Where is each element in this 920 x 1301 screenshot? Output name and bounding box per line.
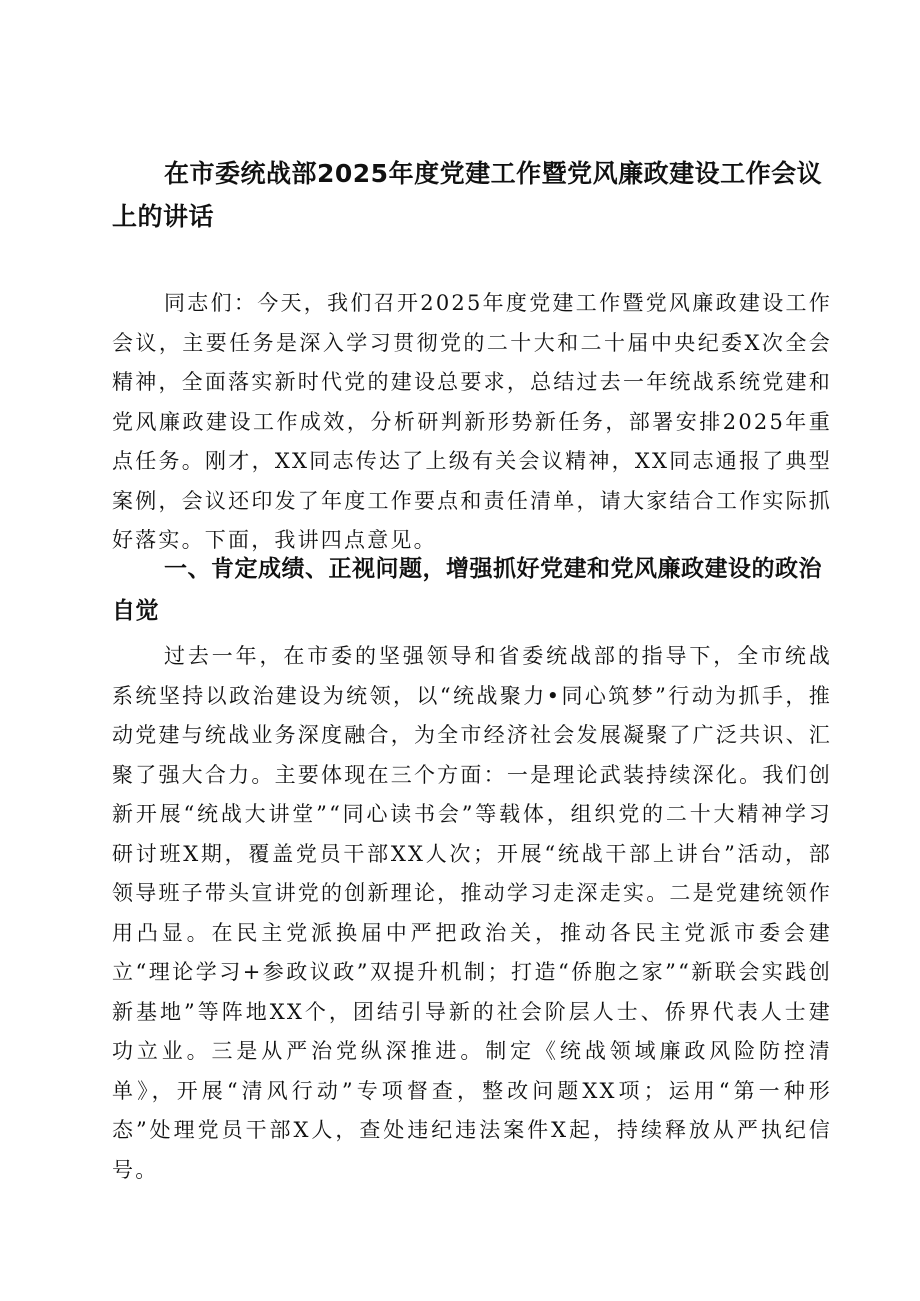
intro-paragraph: 同志们：今天，我们召开2025年度党建工作暨党风廉政建设工作会议，主要任务是深入学习贯彻党的二十大和二十届中央纪委X次全会精神，全面落实新时代党的建设总要求，总结过去一年统战系统党建和党风廉政建设工作成效，分析研判新形势新任务，部署安排2025年重点任务。刚才，XX同志传达了上级有关会议精神，XX同志通报了典型案例，会议还印发了年度工作要点和责任清单，请大家结合工作实际抓好落实。下面，我讲四点意见。: [112, 291, 832, 552]
section-heading: 一、肯定成绩、正视问题，增强抓好党建和党风廉政建设的政治自觉: [112, 556, 822, 624]
document-title: 在市委统战部2025年度党建工作暨党风廉政建设工作会议上的讲话: [112, 159, 823, 231]
section-paragraph: 过去一年，在市委的坚强领导和省委统战部的指导下，全市统战系统坚持以政治建设为统领，以“统战聚力•同心筑梦”行动为抓手，推动党建与统战业务深度融合，为全市经济社会发展凝聚了广泛共识、汇聚了强大合力。主要体现在三个方面：一是理论武装持续深化。我们创新开展“统战大讲堂”“同心读书会”等载体，组织党的二十大精神学习研讨班X期，覆盖党员干部XX人次；开展“统战干部上讲台”活动，部领导班子带头宣讲党的创新理论，推动学习走深走实。二是党建统领作用凸显。在民主党派换届中严把政治关，推动各民主党派市委会建立“理论学习+参政议政”双提升机制；打造“侨胞之家”“新联会实践创新基地”等阵地XX个，团结引导新的社会阶层人士、侨界代表人士建功立业。三是从严治党纵深推进。制定《统战领域廉政风险防控清单》，开展“清风行动”专项督查，整改问题XX项；运用“第一种形态”处理党员干部X人，查处违纪违法案件X起，持续释放从严执纪信号。: [112, 644, 832, 1182]
